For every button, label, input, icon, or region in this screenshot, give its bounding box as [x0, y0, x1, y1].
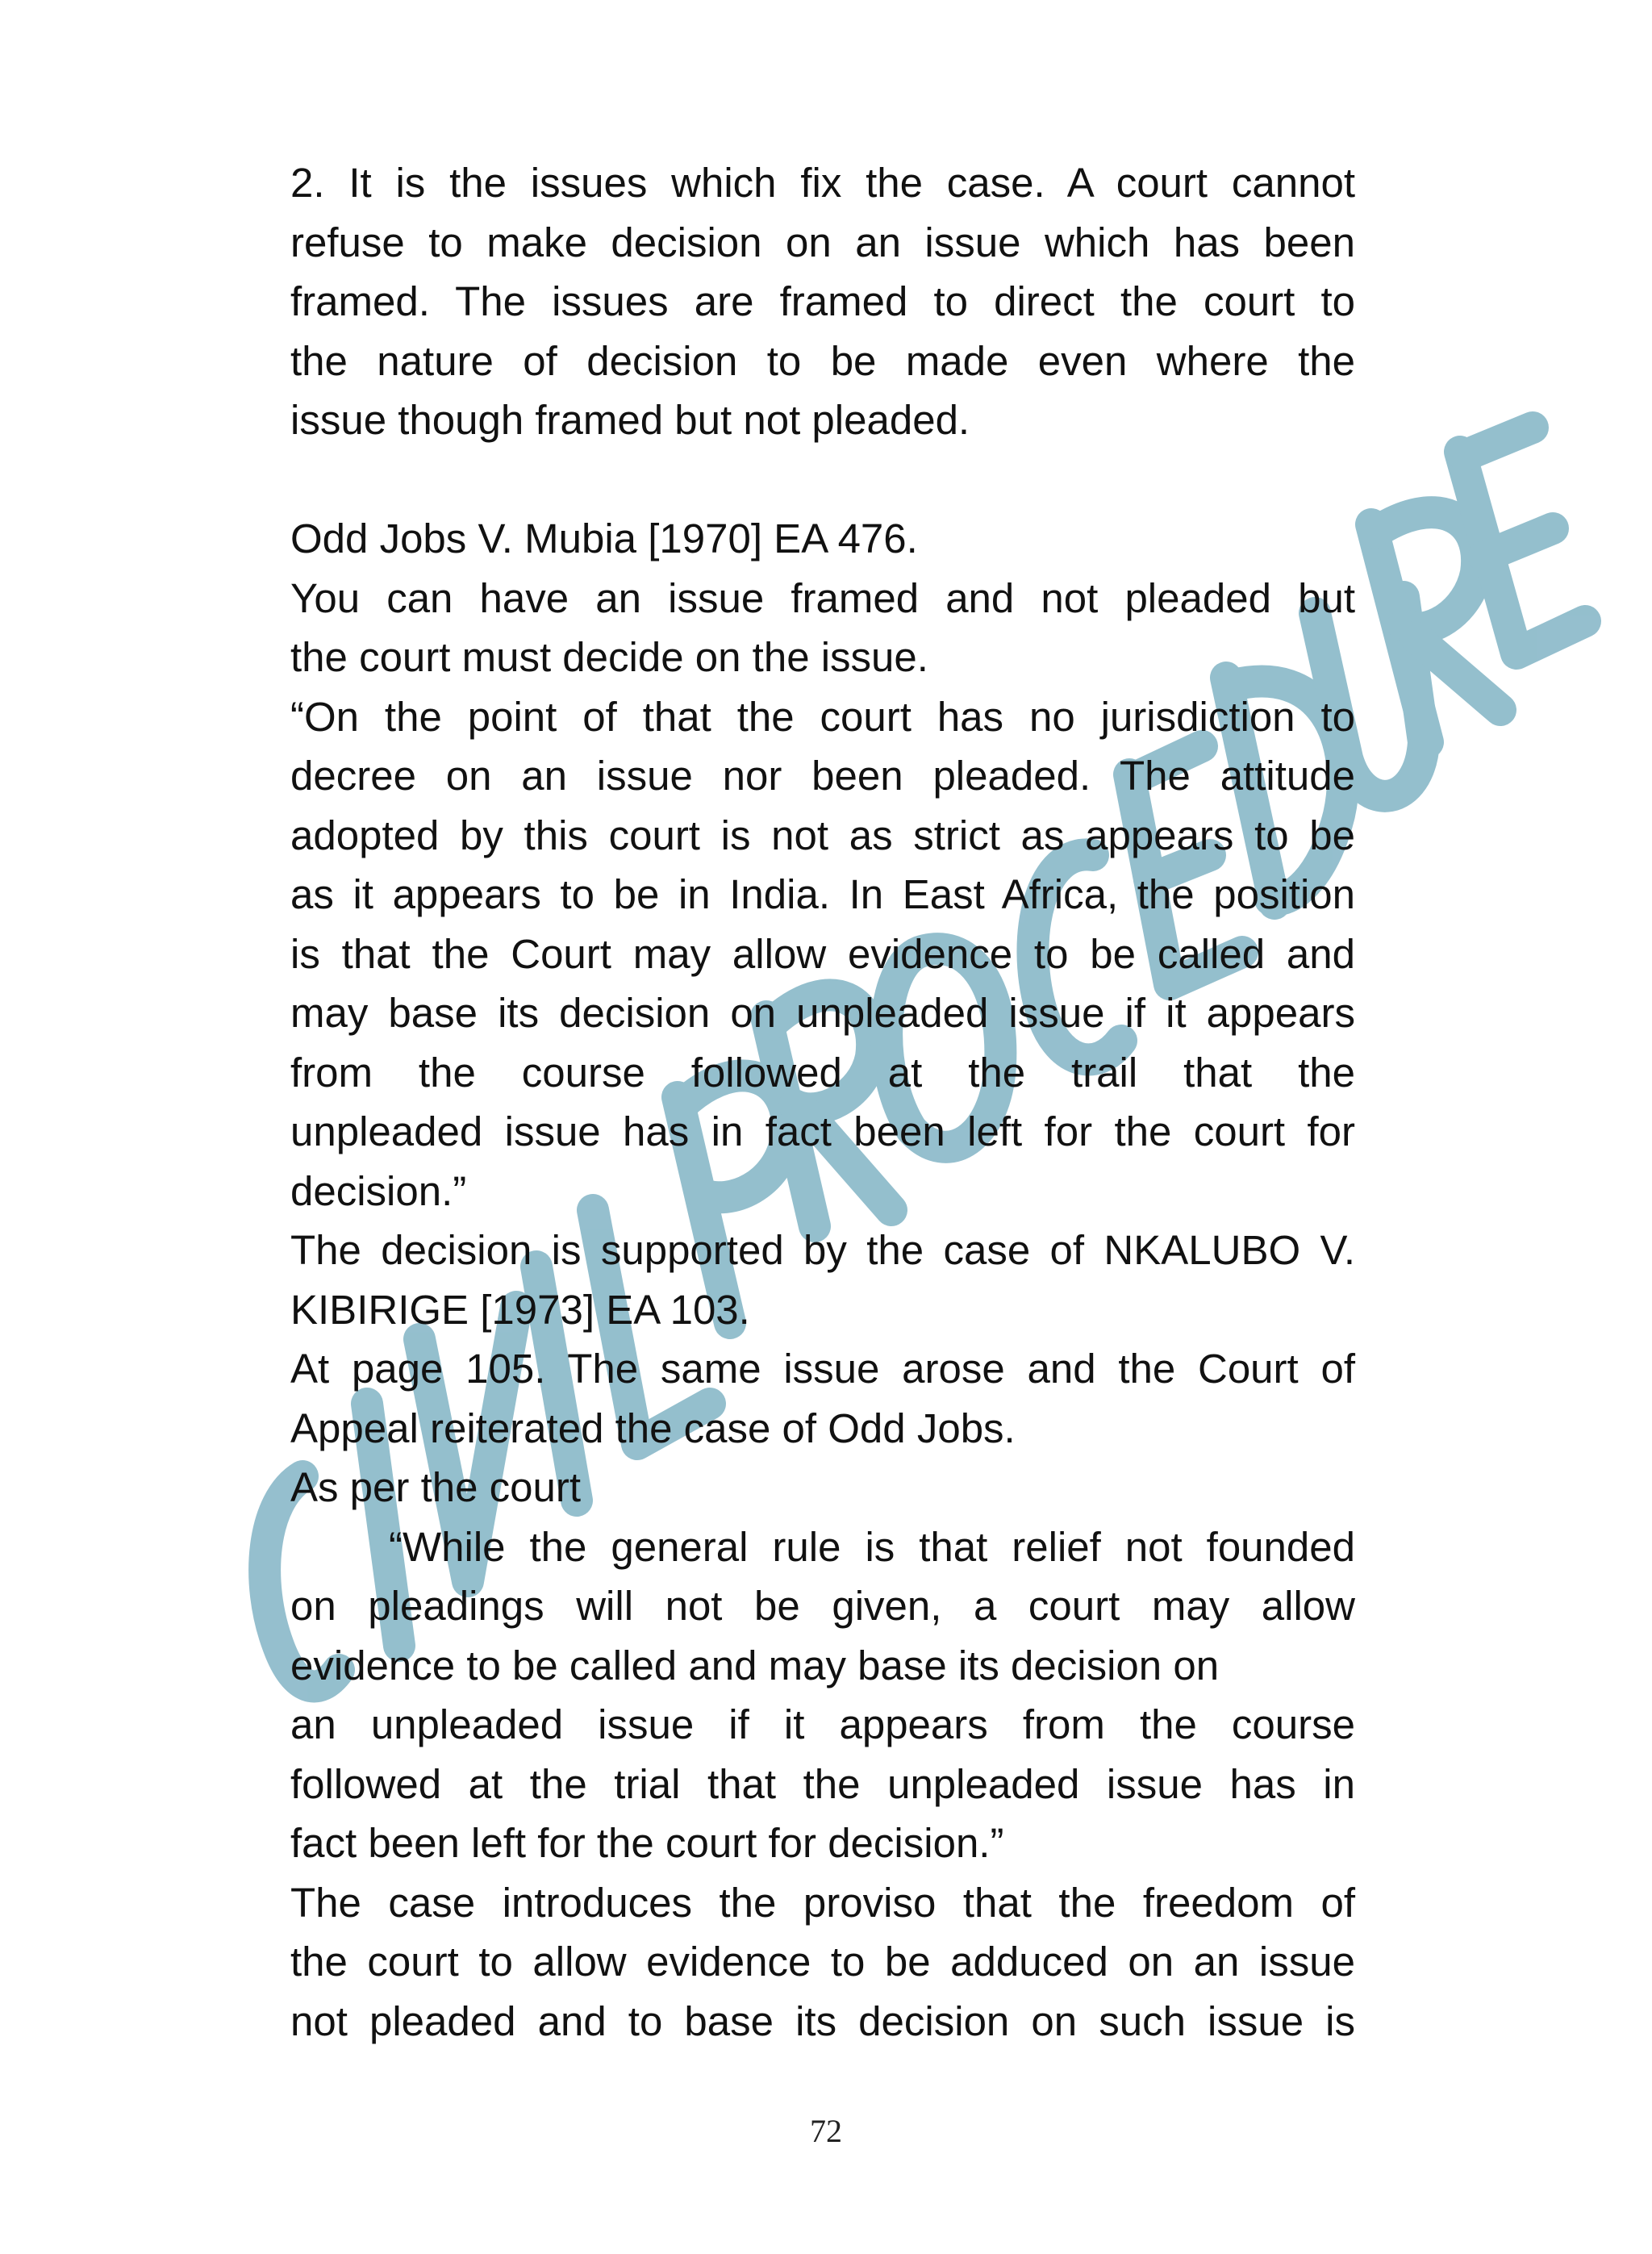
- case-citation: Odd Jobs V. Mubia [1970] EA 476.: [290, 515, 918, 561]
- paragraph-line: the court must decide on the issue.: [290, 634, 928, 680]
- quote-line: an unpleaded issue if it appears from the course: [290, 1701, 1355, 1747]
- paragraph-line: issue though framed but not pleaded.: [290, 397, 970, 443]
- case-citation: KIBIRIGE [1973] EA 103.: [290, 1286, 750, 1333]
- paragraph-line: 2. It is the issues which fix the case. A court cannot: [290, 160, 1355, 206]
- paragraph-line: the nature of decision to be made even where the: [290, 337, 1355, 384]
- paragraph-line: The decision is supported by the case of NKALUBO V.: [290, 1227, 1355, 1273]
- body-text: [290, 153, 1355, 2051]
- quote-line: decision.”: [290, 1167, 467, 1214]
- quote-line: “While the general rule is that relief not founded: [389, 1523, 1355, 1570]
- paragraph-line: refuse to make decision on an issue which has been: [290, 219, 1355, 265]
- quote-line: may base its decision on unpleaded issue if it appears: [290, 990, 1355, 1036]
- quote-line: adopted by this court is not as strict as appears to be: [290, 812, 1355, 858]
- quote-line: as it appears to be in India. In East Africa, the position: [290, 871, 1355, 917]
- paragraph-line: not pleaded and to base its decision on such issue is: [290, 1997, 1355, 2044]
- paragraph-line: At page 105. The same issue arose and the Court of: [290, 1346, 1355, 1392]
- paragraph-line: the court to allow evidence to be adduced on an issue: [290, 1939, 1355, 1985]
- paragraph-line: The case introduces the proviso that the freedom of: [290, 1879, 1355, 1926]
- quote-line: evidence to be called and may base its decision on: [290, 1642, 1220, 1688]
- blank-line: [290, 450, 1355, 510]
- quote-line: from the course followed at the trail that the: [290, 1049, 1355, 1096]
- page-number: 72: [810, 2113, 842, 2149]
- quote-line: “On the point of that the court has no jurisdiction to: [290, 693, 1355, 740]
- quote-line: followed at the trial that the unpleaded issue has in: [290, 1760, 1355, 1807]
- paragraph-line: Appeal reiterated the case of Odd Jobs.: [290, 1405, 1016, 1451]
- paragraph-line: framed. The issues are framed to direct the court to: [290, 278, 1355, 324]
- quote-line: fact been left for the court for decision.”: [290, 1820, 1004, 1866]
- paragraph-line: As per the court: [290, 1464, 582, 1510]
- quote-line: on pleadings will not be given, a court may allow: [290, 1583, 1355, 1629]
- quote-line: is that the Court may allow evidence to be called and: [290, 930, 1355, 977]
- quote-line: decree on an issue nor been pleaded. The attitude: [290, 753, 1355, 799]
- quote-line: unpleaded issue has in fact been left for the court for: [290, 1108, 1355, 1154]
- paragraph-line: You can have an issue framed and not pleaded but: [290, 574, 1355, 621]
